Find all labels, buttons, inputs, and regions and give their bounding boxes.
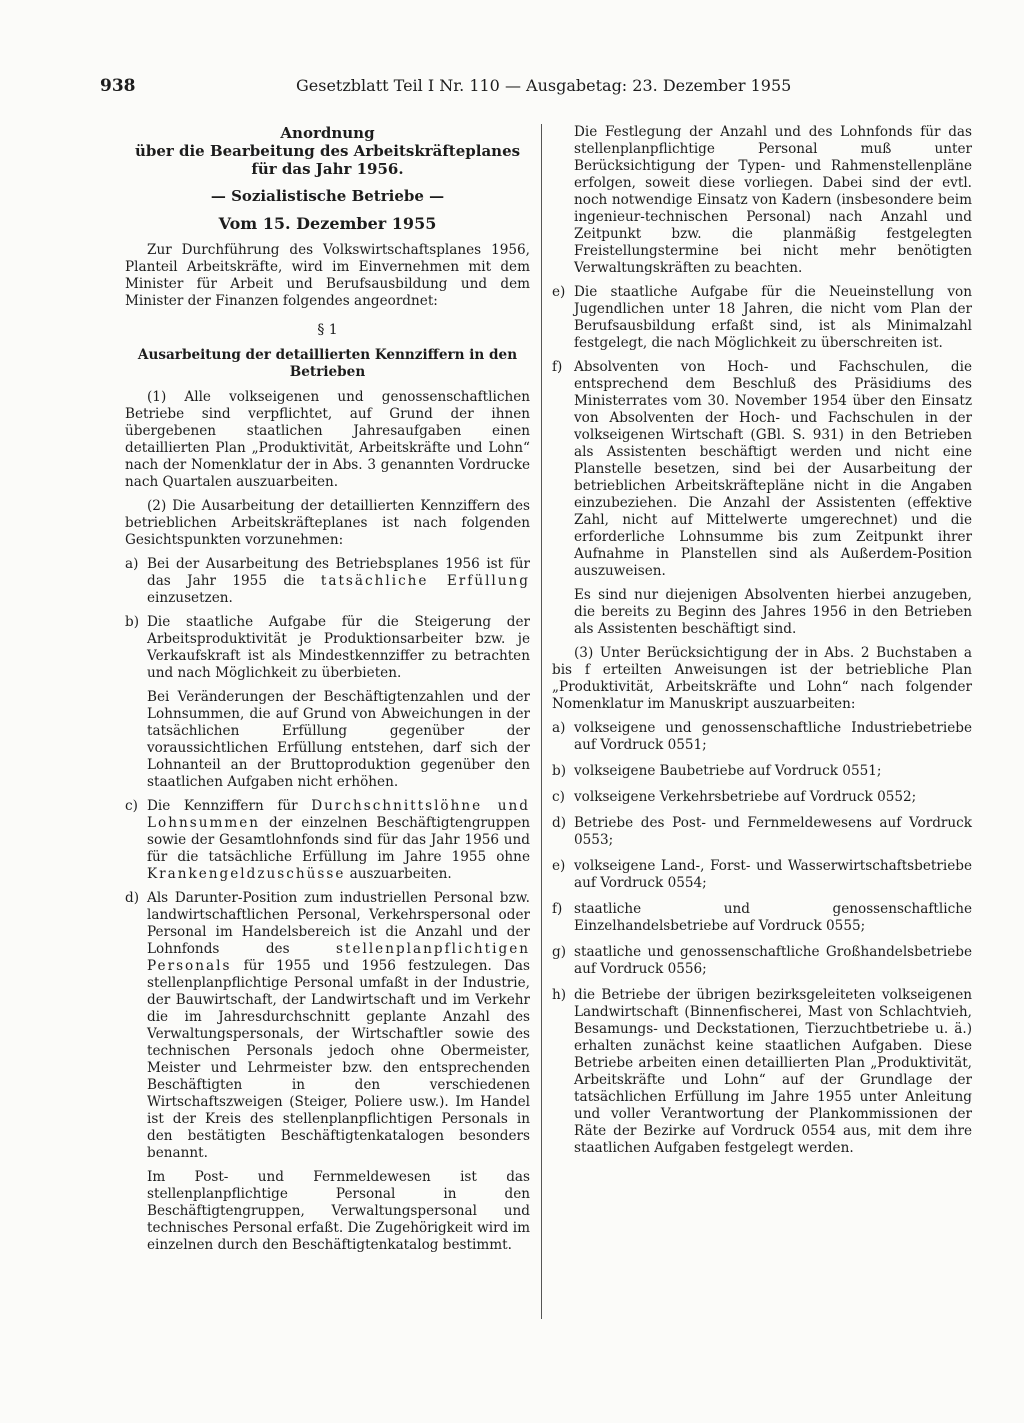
item-text bbox=[147, 890, 530, 1162]
intro-paragraph: Zur Durchführung des Volkswirtschaftsplanes 1956, Planteil Arbeitskräfte, wird im Einvernehmen mit dem Minister für Arbeit und Berufsausbildung und dem Minister der Finanzen folgendes angeordnet: bbox=[125, 242, 530, 309]
left-column bbox=[125, 124, 530, 1261]
title-line-2: über die Bearbeitung des Arbeitskräfteplanes für das Jahr 1956. bbox=[134, 142, 521, 178]
item-text bbox=[147, 556, 530, 607]
list-item-a bbox=[125, 556, 530, 607]
section-symbol: § 1 bbox=[317, 322, 338, 338]
item-text: staatliche und genossenschaftliche Großhandelsbetriebe auf Vordruck 0556; bbox=[574, 944, 972, 977]
item-f-subparagraph: Es sind nur diejenigen Absolventen hierbei anzugeben, die bereits zu Beginn des Jahres 1956 in den Betrieben als Assistenten beschäftigt sind. bbox=[574, 587, 972, 637]
item-letter: a) bbox=[125, 556, 139, 572]
item-letter: f) bbox=[552, 901, 563, 917]
page-number: 938 bbox=[100, 76, 136, 96]
item-text: Absolventen von Hoch- und Fachschulen, die entsprechend dem Beschluß des Präsidiums des Ministerrates vom 30. November 1954 über den Einsatz von Absolventen der Hoch- und Fachschulen in der volkseigenen Wirtschaft (GBl. S. 931) in den Betrieben als Assistenten beschäftigt werden und nicht eine Planstelle besetzen, sind bei der Ausarbeitung der betrieblichen Arbeitskräftepläne nicht in die Angaben einzubeziehen. Die Anzahl der Assistenten (effektive Zahl, nicht auf Mittelwerte umgerechnet) und die erforderliche Lohnsumme bis zum Zeitpunkt ihrer Aufnahme in Planstellen sind als Außerdem-Position auszuweisen. bbox=[574, 359, 972, 579]
item-letter: b) bbox=[552, 763, 567, 779]
paragraph-2: (2) Die Ausarbeitung der detaillierten Kennziffern des betrieblichen Arbeitskräfteplanes ist nach folgenden Gesichtspunkten vorzunehmen: bbox=[125, 498, 530, 548]
list-item bbox=[552, 815, 972, 849]
list-item-e bbox=[552, 284, 972, 352]
item-text: Betriebe des Post- und Fernmeldewesens auf Vordruck 0553; bbox=[574, 815, 972, 848]
emphasis: stellenplanpflichtigen Personals bbox=[147, 941, 530, 974]
text-fragment: einzusetzen. bbox=[147, 590, 233, 606]
item-letter: d) bbox=[125, 890, 140, 906]
list-item bbox=[552, 789, 972, 806]
item-letter: f) bbox=[552, 359, 563, 375]
text-fragment: Die Kennziffern für bbox=[147, 798, 312, 814]
list-item bbox=[552, 763, 972, 780]
list-item bbox=[552, 901, 972, 935]
list-item bbox=[552, 944, 972, 978]
item-letter: h) bbox=[552, 987, 567, 1003]
column-divider bbox=[541, 124, 542, 1319]
item-text: volkseigene Baubetriebe auf Vordruck 0551; bbox=[574, 763, 882, 779]
item-b-subparagraph: Bei Veränderungen der Beschäftigtenzahlen und der Lohnsummen, die auf Grund von Abweichungen in der tatsächlichen Erfüllung gegenüber der voraussichtlichen Erfüllung entstehen, darf sich der Lohnanteil an der Bruttoproduktion gegenüber den staatlichen Aufgaben nicht erhöhen. bbox=[147, 689, 530, 790]
text-fragment: auszuarbeiten. bbox=[345, 866, 452, 882]
text-fragment: Bei der Ausarbeitung des Betriebsplanes 1956 ist für das Jahr 1955 die bbox=[147, 556, 530, 589]
vordruck-list bbox=[552, 720, 972, 1157]
right-column bbox=[552, 124, 972, 1166]
item-letter: a) bbox=[552, 720, 566, 736]
title-line-1: Anordnung bbox=[280, 124, 375, 142]
item-text: Die staatliche Aufgabe für die Steigerung der Arbeitsproduktivität je Produktionsarbeiter bzw. je Verkaufskraft ist als Mindestkennziffer zu betrachten und nach Möglichkeit zu überbieten. bbox=[147, 614, 530, 681]
list-item bbox=[552, 858, 972, 892]
running-header: Gesetzblatt Teil I Nr. 110 — Ausgabetag: 23. Dezember 1955 bbox=[296, 76, 792, 95]
paragraph-3: (3) Unter Berücksichtigung der in Abs. 2 Buchstaben a bis f erteilten Anweisungen ist der betriebliche Plan „Produktivität, Arbeitskräfte und Lohn“ nach folgender Nomenklatur im Manuskript auszuarbeiten: bbox=[552, 645, 972, 712]
item-letter: g) bbox=[552, 944, 567, 960]
emphasis: Durchschnittslöhne und Lohnsummen bbox=[147, 798, 530, 831]
item-letter: c) bbox=[125, 798, 138, 814]
item-text: staatliche und genossenschaftliche Einzelhandelsbetriebe auf Vordruck 0555; bbox=[574, 901, 972, 934]
list-item-c bbox=[125, 798, 530, 883]
item-text: volkseigene und genossenschaftliche Industriebetriebe auf Vordruck 0551; bbox=[574, 720, 972, 753]
page-header bbox=[100, 74, 880, 100]
emphasis: tatsächliche Erfüllung bbox=[320, 573, 530, 589]
item-text: die Betriebe der übrigen bezirksgeleiteten volkseigenen Landwirtschaft (Binnenfischerei, Mast von Schlachtvieh, Besamungs- und Deckstationen, Tierzuchtbetriebe u. ä.) erhalten zunächst keine staatlichen Aufgaben. Diese Betriebe arbeiten einen detaillierten Plan „Produktivität, Arbeitskräfte und Lohn“ auf der Grundlage der tatsächlichen Erfüllung im Jahre 1955 unter Anleitung und voller Verantwortung der Plankommissionen der Räte der Bezirke auf Vordruck 0554 aus, mit dem ihre staatlichen Aufgaben festgelegt werden. bbox=[574, 987, 972, 1156]
item-letter: b) bbox=[125, 614, 140, 630]
item-text: volkseigene Verkehrsbetriebe auf Vordruck 0552; bbox=[574, 789, 917, 805]
document-date: Vom 15. Dezember 1955 bbox=[218, 214, 437, 233]
text-fragment: für 1955 und 1956 festzulegen. Das stellenplanpflichtige Personal umfaßt in der Industrie, der Bauwirtschaft, der Landwirtschaft und im Verkehr die im Jahresdurchschnitt geplante Anzahl des Verwaltungspersonals, der Wirtschaftler sowie des technischen Personals jedoch ohne Obermeister, Meister und Lehrmeister bzw. den entsprechenden Beschäftigten in den verschiedenen Wirtschaftszweigen (Steiger, Poliere usw.). Im Handel ist der Kreis des stellenplanpflichtigen Personals in den bestätigten Beschäftigtenkatalogen besonders benannt. bbox=[147, 958, 530, 1161]
document-title bbox=[125, 124, 530, 178]
item-letter: e) bbox=[552, 858, 566, 874]
list-item-d bbox=[125, 890, 530, 1162]
paragraph-1: (1) Alle volkseigenen und genossenschaftlichen Betriebe sind verpflichtet, auf Grund der ihnen übergebenen staatlichen Jahresaufgaben einen detaillierten Plan „Produktivität, Arbeitskräfte und Lohn“ nach der Nomenklatur der in Abs. 3 genannten Vordrucke nach Quartalen auszuarbeiten. bbox=[125, 389, 530, 490]
list-item bbox=[552, 720, 972, 754]
item-letter: c) bbox=[552, 789, 565, 805]
list-item-b bbox=[125, 614, 530, 682]
list-item bbox=[552, 987, 972, 1157]
text-fragment: der einzelnen Beschäftigtengruppen sowie der Gesamtlohnfonds sind für das Jahr 1956 und für die tatsächliche Erfüllung im Jahre 1955 ohne bbox=[147, 815, 530, 865]
text-fragment: Als Darunter-Position zum industriellen Personal bzw. landwirtschaftlichen Personal, Verkehrspersonal oder Personal im Handelsbereich ist die Anzahl und der Lohnfonds des bbox=[147, 890, 530, 957]
item-d-continued: Die Festlegung der Anzahl und des Lohnfonds für das stellenplanpflichtige Personal muß unter Berücksichtigung der Typen- und Rahmenstellenpläne erfolgen, soweit diese vorliegen. Dabei sind der evtl. noch notwendige Einsatz von Kadern (insbesondere beim ingenieur-technischen Personal) nach Anzahl und Zeitpunkt bzw. die planmäßig festgelegten Freistellungstermine bei nicht mehr benötigten Verwaltungskräften zu beachten. bbox=[574, 124, 972, 276]
item-d-subparagraph: Im Post- und Fernmeldewesen ist das stellenplanpflichtige Personal in den Beschäftigtengruppen, Verwaltungspersonal und technisches Personal erfaßt. Die Zugehörigkeit wird im einzelnen durch den Beschäftigtenkatalog bestimmt. bbox=[147, 1169, 530, 1253]
item-letter: e) bbox=[552, 284, 566, 300]
document-subtitle: — Sozialistische Betriebe — bbox=[210, 187, 445, 205]
list-item-f bbox=[552, 359, 972, 580]
emphasis: Krankengeldzuschüsse bbox=[147, 866, 346, 882]
item-text bbox=[147, 798, 530, 883]
item-text: volkseigene Land-, Forst- und Wasserwirtschaftsbetriebe auf Vordruck 0554; bbox=[574, 858, 972, 891]
section-heading: Ausarbeitung der detaillierten Kennziffern in den Betrieben bbox=[137, 347, 518, 380]
item-letter: d) bbox=[552, 815, 567, 831]
item-text: Die staatliche Aufgabe für die Neueinstellung von Jugendlichen unter 18 Jahren, die nicht vom Plan der Berufsausbildung erfaßt sind, ist als Minimalzahl festgelegt, die nach Möglichkeit zu überschreiten ist. bbox=[574, 284, 972, 351]
